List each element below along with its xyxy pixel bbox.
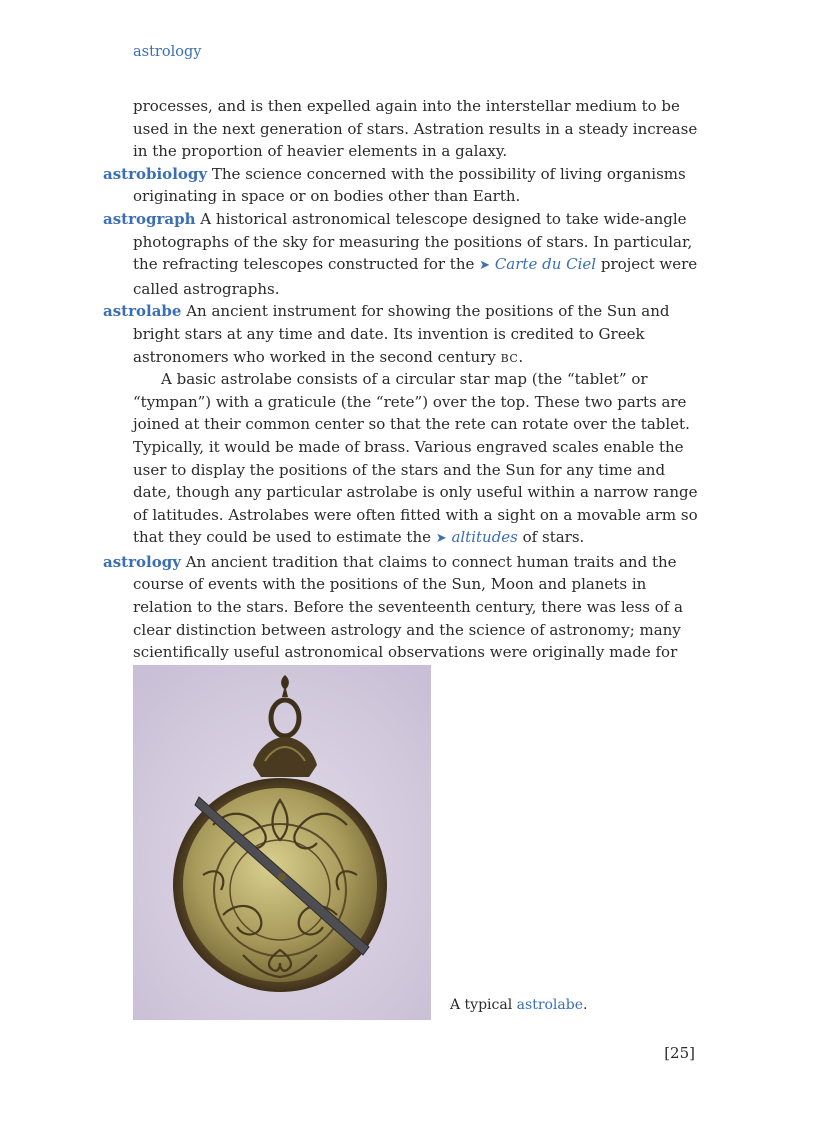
- entry-astrograph: [103, 208, 698, 300]
- headword: astrograph: [103, 209, 196, 228]
- xref-arrow-icon: ➤: [479, 258, 491, 274]
- entry-astrobiology: [103, 163, 698, 208]
- definition-text: A historical astronomical telescope designed to take wide-angle photographs of the sky for measuring the positions of stars. In particular, the refracting telescopes constructed for the: [133, 209, 693, 274]
- cross-reference-link[interactable]: altitudes: [451, 528, 518, 547]
- caption-prefix: A typical: [450, 997, 517, 1013]
- xref-arrow-icon: ➤: [435, 531, 447, 547]
- definition-text: project were called astrographs.: [133, 255, 698, 298]
- figure-caption: [450, 997, 587, 1013]
- running-head: astrology: [133, 44, 202, 60]
- caption-suffix: .: [583, 997, 588, 1013]
- definition-text: An ancient instrument for showing the positions of the Sun and bright stars at any time and date. Its invention is credited to Greek astronomers who worked in the second century: [133, 302, 670, 366]
- astrolabe-photo: [133, 665, 431, 1020]
- cross-reference-link[interactable]: Carte du Ciel: [494, 255, 597, 274]
- headword: astrology: [103, 552, 181, 571]
- caption-link[interactable]: astrolabe: [516, 997, 584, 1013]
- entry-astrolabe-paragraph-2: [103, 368, 698, 551]
- entry-continuation: [103, 95, 698, 163]
- definition-text: A basic astrolabe consists of a circular star map (the “tablet” or “tympan”) with a graticule (the “rete”) over the top. These two parts are joined at their common center so that the rete can rotate over the tablet. Typically, it would be made of brass. Various engraved scales enable the user to display the positions of the stars and the Sun for any time and date, though any particular astrolabe is only useful within a narrow range of latitudes. Astrolabes were often fitted with a sight on a movable arm so that they could be used to estimate the: [133, 370, 698, 547]
- astrolabe-illustration: [133, 665, 431, 1020]
- definition-text: An ancient tradition that claims to connect human traits and the course of events with the positions of the Sun, Moon and planets in relation to the stars. Before the seventeenth century, there was less of a clear distinction between astrology and the science of astronomy; many scientifically useful astronomical observations were originally made for: [133, 552, 683, 662]
- headword: astrobiology: [103, 164, 208, 183]
- definition-text: .: [518, 347, 524, 366]
- definition-text: The science concerned with the possibility of living organisms originating in space or on bodies other than Earth.: [133, 164, 686, 206]
- definition-text: of stars.: [517, 528, 585, 547]
- entry-astrolabe: [103, 300, 698, 368]
- page-number: [25]: [664, 1044, 695, 1062]
- era-abbreviation: bc: [500, 347, 519, 366]
- dictionary-entries: [103, 95, 698, 686]
- headword: astrolabe: [103, 302, 182, 321]
- continuation-text: processes, and is then expelled again into the interstellar medium to be used in the next generation of stars. Astration results in a steady increase in the proportion of heavier elements in a galaxy.: [133, 97, 698, 161]
